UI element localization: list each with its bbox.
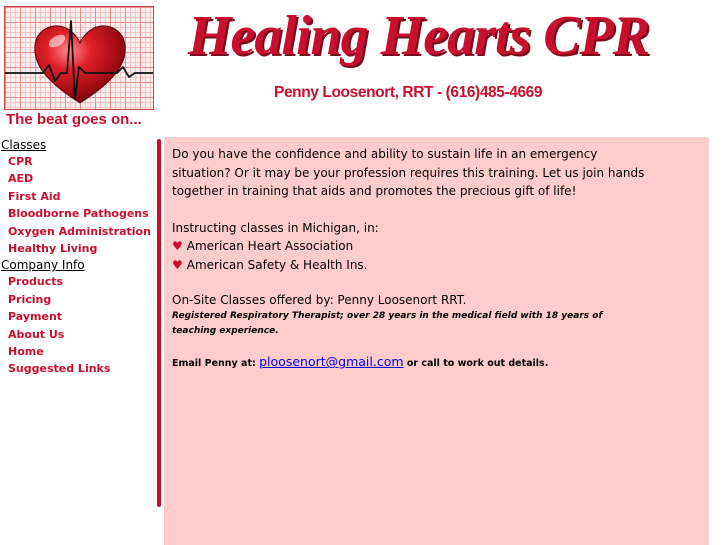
email-line [172,354,701,372]
nav-item-payment[interactable]: Payment [8,310,63,324]
nav-item-healthy-living[interactable]: Healthy Living [8,241,98,255]
main-content [164,137,709,545]
email-prefix: Email Penny at: [172,358,256,370]
email-link[interactable]: ploosenort@gmail.com [259,354,404,370]
nav-item-pricing[interactable]: Pricing [8,292,52,306]
heart-ekg-icon [5,7,154,110]
heart-bullet-icon: ♥ [172,257,183,272]
nav-item-cpr[interactable]: CPR [8,155,33,168]
association-item [172,237,701,256]
association-label: American Heart Association [186,239,354,254]
association-label: American Safety & Health Ins. [186,257,368,272]
credentials-text: Registered Respiratory Therapist; over 28 years in the medical field with 18 years of teaching experience. [172,311,603,336]
contact-line: Penny Loosenort, RRT - (616)485-4669 [274,84,543,101]
heart-bullet-icon: ♥ [172,239,183,254]
onsite-classes-line: On-Site Classes offered by: Penny Loosenort RRT. [172,292,467,307]
sidebar-nav [0,137,150,378]
logo[interactable] [4,6,154,110]
nav-item-first-aid[interactable]: First Aid [8,189,61,203]
instructing-heading: Instructing classes in Michigan, in: [172,220,379,235]
nav-item-suggested-links[interactable]: Suggested Links [8,362,111,376]
site-title: Healing Hearts CPR [188,5,650,67]
intro-paragraph: Do you have the confidence and ability to sustain life in an emergency situation? Or it may be your profession requires this training. Let us join hands together in training that aids and promotes the precious gift of life! [172,147,645,199]
nav-heading-company-info[interactable]: Company Info [1,258,85,273]
nav-item-home[interactable]: Home [8,344,44,358]
association-item [172,256,701,275]
nav-item-products[interactable]: Products [8,275,64,289]
tagline: The beat goes on... [6,111,142,128]
nav-item-oxygen-administration[interactable]: Oxygen Administration [8,224,151,238]
nav-heading-classes[interactable]: Classes [1,138,47,152]
email-suffix: or call to work out details. [406,358,549,370]
nav-item-about-us[interactable]: About Us [8,327,65,341]
sidebar-divider [157,139,161,507]
nav-item-bloodborne-pathogens[interactable]: Bloodborne Pathogens [8,207,149,221]
nav-item-aed[interactable]: AED [8,172,34,186]
